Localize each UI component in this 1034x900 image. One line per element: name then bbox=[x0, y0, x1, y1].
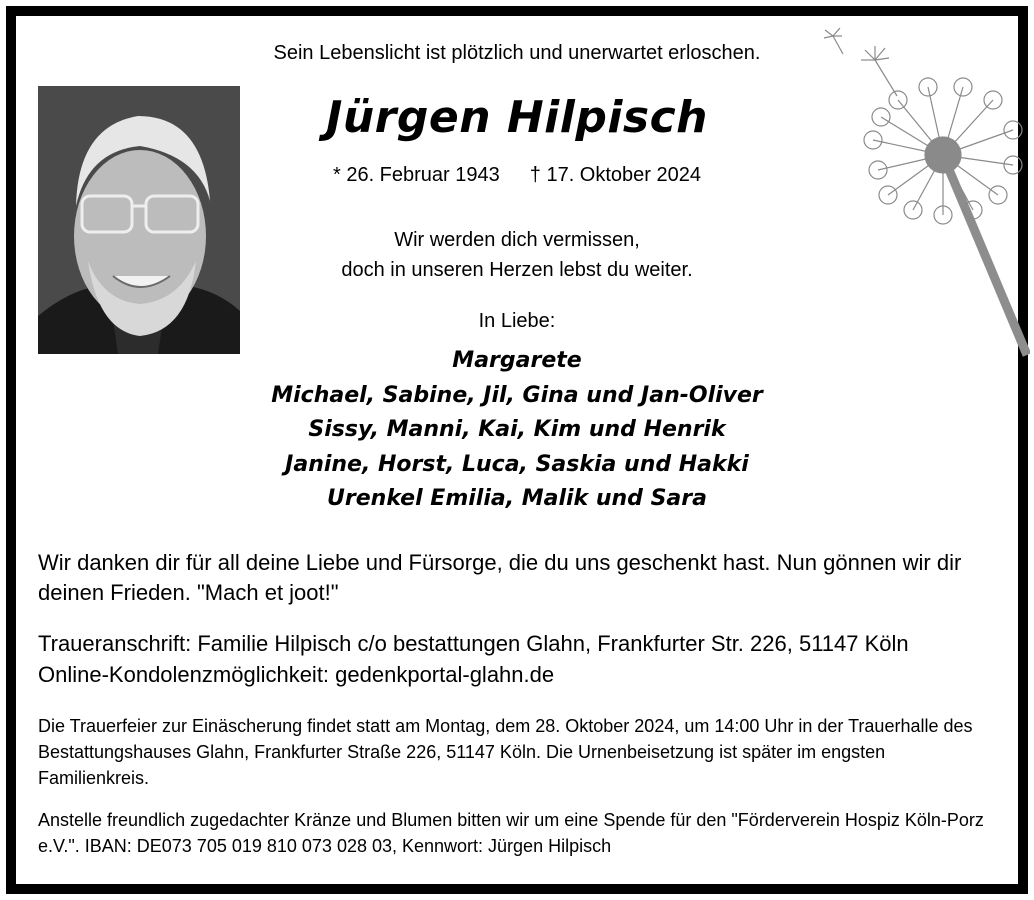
thanks-paragraph: Wir danken dir für all deine Liebe und Fürsorge, die du uns geschenkt hast. Nun gönnen wir dir deinen Frieden. "Mach et joot!" bbox=[38, 550, 962, 605]
mourning-address: Traueranschrift: Familie Hilpisch c/o bestattungen Glahn, Frankfurter Str. 226, 51147 Köln bbox=[38, 631, 909, 656]
verse-line: Wir werden dich vermissen, bbox=[394, 229, 640, 251]
memorial-verse bbox=[0, 225, 1034, 285]
life-dates bbox=[0, 164, 1034, 187]
family-line: Urenkel Emilia, Malik und Sara bbox=[327, 486, 707, 511]
deceased-name: Jürgen Hilpisch bbox=[325, 92, 709, 143]
condolence-link: Online-Kondolenzmöglichkeit: gedenkportal-glahn.de bbox=[38, 662, 555, 687]
contact-info bbox=[38, 628, 1000, 690]
birth-date: * 26. Februar 1943 bbox=[332, 164, 500, 186]
in-love-label: In Liebe: bbox=[478, 310, 556, 332]
family-line: Margarete bbox=[452, 348, 582, 373]
ceremony-info: Die Trauerfeier zur Einäscherung findet statt am Montag, dem 28. Oktober 2024, um 14:00 Uhr in der Trauerhalle des Bestattungshauses Glahn, Frankfurter Straße 226, 51147 Köln. Die Urnenbeisetzung ist später im engsten Familienkreis. bbox=[38, 716, 973, 788]
death-date: † 17. Oktober 2024 bbox=[529, 164, 701, 186]
donation-info: Anstelle freundlich zugedachter Kränze und Blumen bitten wir um eine Spende für den "Förderverein Hospiz Köln-Porz e.V.". IBAN: DE073 705 019 810 073 028 03, Kennwort: Jürgen Hilpisch bbox=[38, 810, 984, 856]
family-list bbox=[0, 344, 1034, 517]
family-line: Sissy, Manni, Kai, Kim und Henrik bbox=[308, 417, 726, 442]
family-line: Janine, Horst, Luca, Saskia und Hakki bbox=[285, 451, 749, 477]
opening-line: Sein Lebenslicht ist plötzlich und unerwartet erloschen. bbox=[273, 42, 761, 64]
family-line: Michael, Sabine, Jil, Gina und Jan-Oliver bbox=[271, 382, 763, 408]
verse-line: doch in unseren Herzen lebst du weiter. bbox=[341, 259, 693, 281]
dandelion-illustration bbox=[815, 20, 1030, 360]
